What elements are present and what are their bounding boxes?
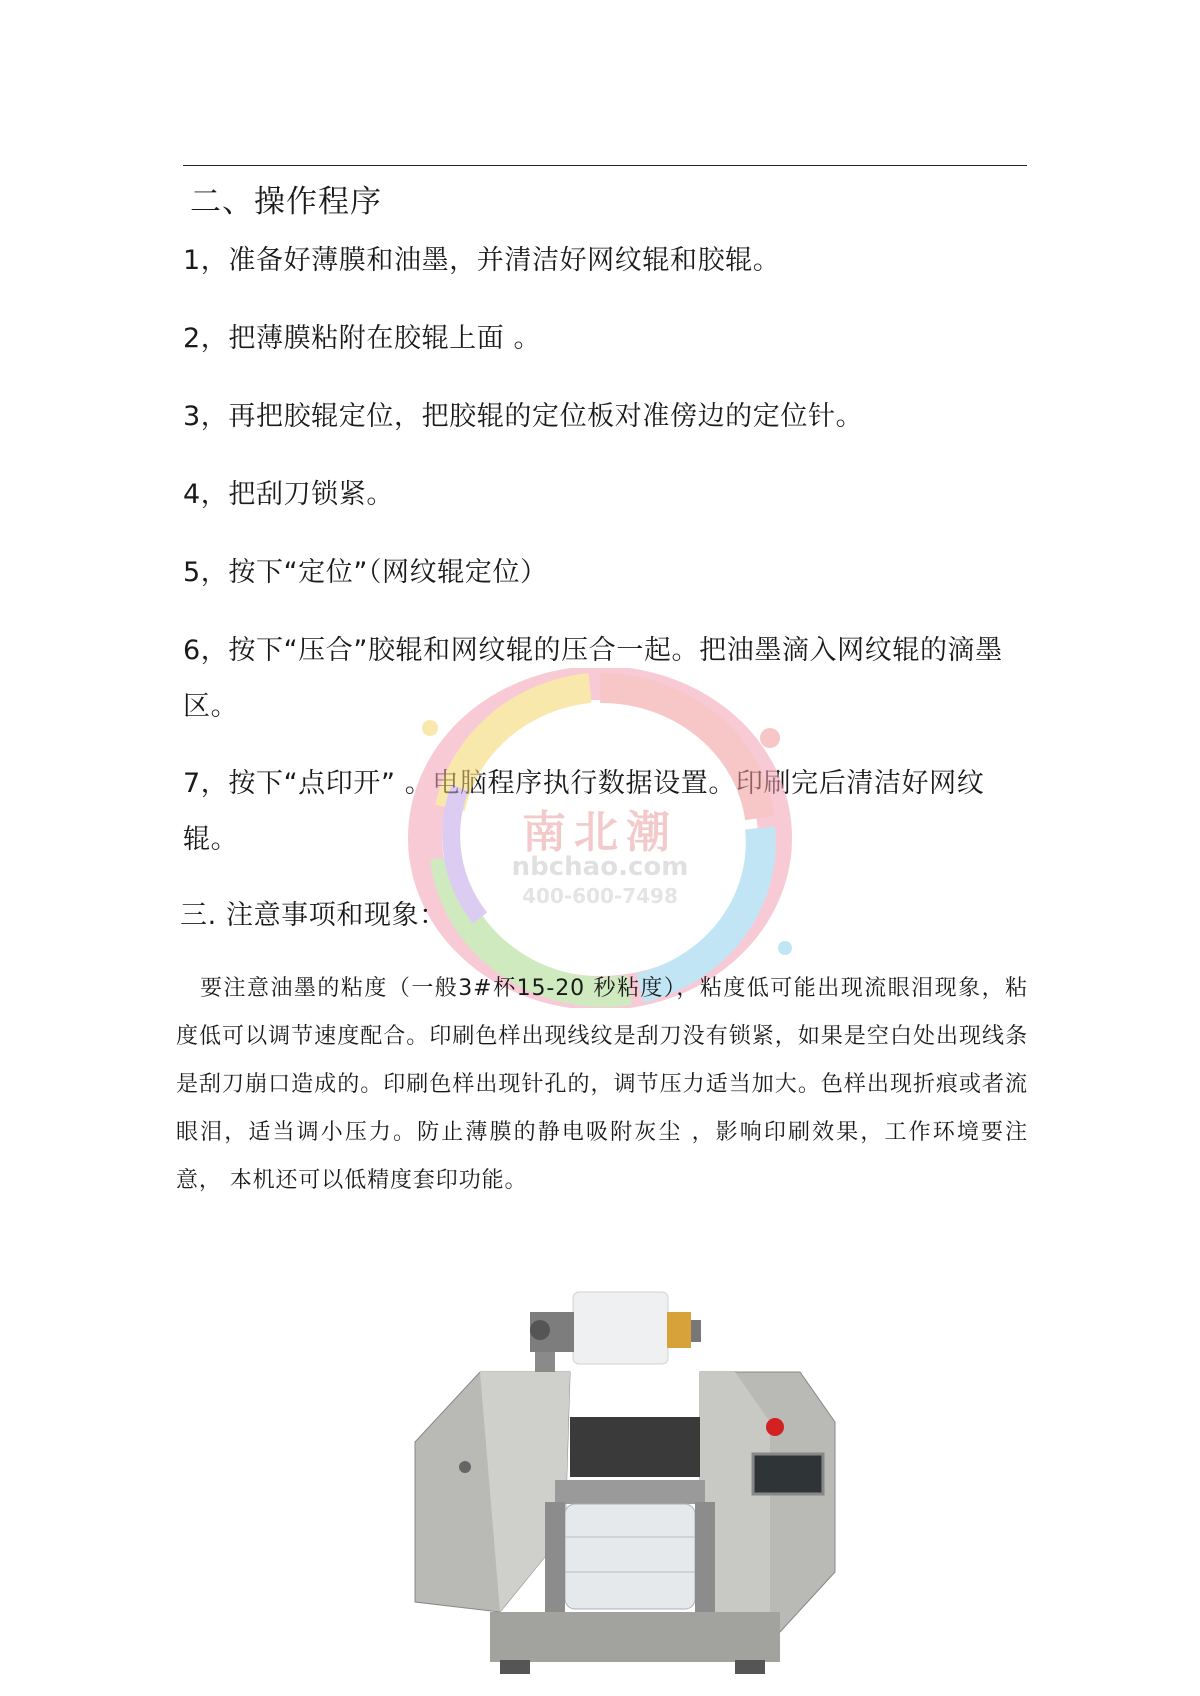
header-rule (183, 165, 1027, 166)
notes-title: 三. 注意事项和现象： (180, 900, 447, 931)
printing-machine-image (405, 1272, 845, 1692)
step-6: 6，按下“压合”胶辊和网纹辊的压合一起。把油墨滴入网纹辊的滴墨区。 (183, 635, 1003, 722)
section-title: 二、操作程序 (190, 184, 382, 220)
step-1: 1，准备好薄膜和油墨，并清洁好网纹辊和胶辊。 (183, 245, 781, 276)
watermark-name: 南北潮 (522, 807, 678, 858)
step-5: 5，按下“定位”（网纹辊定位） (183, 557, 548, 588)
watermark-phone: 400-600-7498 (522, 884, 678, 908)
notes-body: 要注意油墨的粘度（一般3#杯15-20 秒粘度），粘度低可能出现流眼泪现象，粘度低可以调节速度配合。印刷色样出现线纹是刮刀没有锁紧，如果是空白处出现线条是刮刀崩口造成的。印刷色样出现针孔的，调节压力适当加大。色样出现折痕或者流眼泪，适当调小压力。防止薄膜的静电吸附灰尘 ，影响印刷效果，工作环境要注意， 本机还可以低精度套印功能。 (176, 976, 1028, 1193)
step-7: 7，按下“点印开” 。电脑程序执行数据设置。印刷完后清洁好网纹辊。 (183, 768, 985, 855)
step-4: 4，把刮刀锁紧。 (183, 479, 394, 510)
watermark-site: nbchao.com (511, 852, 689, 882)
step-2: 2，把薄膜粘附在胶辊上面 。 (183, 323, 542, 354)
step-3: 3，再把胶辊定位，把胶辊的定位板对准傍边的定位针。 (183, 401, 864, 432)
watermark (390, 668, 810, 1008)
